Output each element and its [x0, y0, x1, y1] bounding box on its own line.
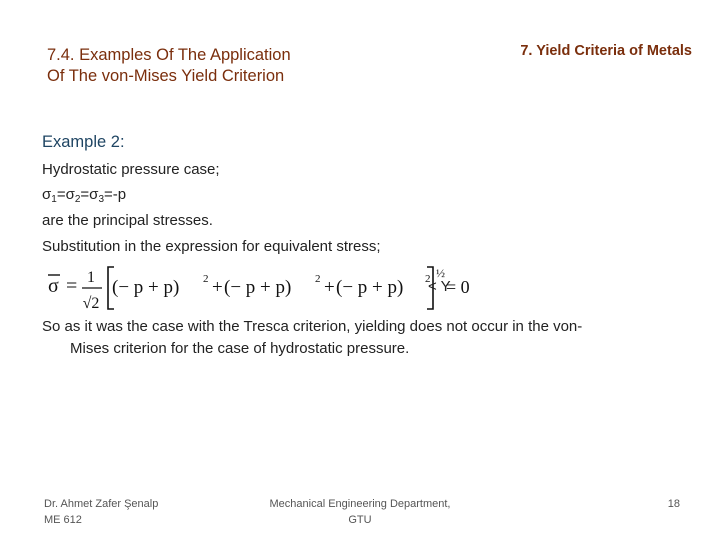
eq-exponent-1: 2 [203, 273, 209, 285]
stress-subscript-2: 2 [74, 194, 81, 205]
section-title [47, 45, 367, 87]
eq-equals: = [66, 275, 78, 297]
stress-value: =-p [104, 186, 127, 203]
eq-comparison: < Y [428, 278, 451, 295]
eq-sigma-bar: σ [48, 275, 59, 297]
eq-term-3: (− p + p) [336, 277, 404, 298]
example-title: Example 2: [42, 133, 125, 151]
eq-term-1: (− p + p) [112, 277, 180, 298]
eq-outer-exponent: ½ [436, 266, 445, 280]
footer-department: Mechanical Engineering Department, [269, 498, 451, 510]
eq-term-2: (− p + p) [224, 277, 292, 298]
footer-author-block [44, 496, 244, 528]
footer-university: GTU [348, 514, 372, 526]
section-title-line1: 7.4. Examples Of The Application [47, 46, 291, 64]
stress-symbol-3: =σ [80, 186, 99, 203]
section-title-line2: Of The von-Mises Yield Criterion [47, 67, 285, 85]
eq-numerator: 1 [87, 269, 95, 286]
eq-denominator: √2 [82, 295, 100, 312]
principal-stress-equation [42, 186, 126, 205]
principal-stresses-line: are the principal stresses. [42, 212, 213, 229]
footer-department-block [262, 496, 458, 528]
footer-author: Dr. Ahmet Zafer Şenalp [44, 498, 159, 510]
hydrostatic-line: Hydrostatic pressure case; [42, 161, 220, 178]
equivalent-stress-equation [44, 262, 474, 314]
eq-plus-1: + [212, 277, 223, 298]
stress-subscript-1: 1 [51, 194, 57, 205]
conclusion-paragraph [42, 316, 682, 360]
substitution-line: Substitution in the expression for equivalent stress; [42, 238, 381, 255]
eq-plus-2: + [324, 277, 335, 298]
footer-course: ME 612 [44, 514, 82, 526]
eq-exponent-3: 2 [425, 273, 431, 285]
eq-exponent-2: 2 [315, 273, 321, 285]
page-number: 18 [667, 498, 680, 510]
eq-result: = 0 [446, 277, 470, 297]
stress-symbol-2: =σ [56, 186, 75, 203]
conclusion-line2: Mises criterion for the case of hydrostatic pressure. [70, 340, 410, 357]
conclusion-line1: So as it was the case with the Tresca criterion, yielding does not occur in the von- [42, 318, 583, 335]
stress-subscript-3: 3 [98, 194, 105, 205]
chapter-title: 7. Yield Criteria of Metals [520, 43, 692, 59]
stress-symbol-1: σ [42, 186, 52, 203]
